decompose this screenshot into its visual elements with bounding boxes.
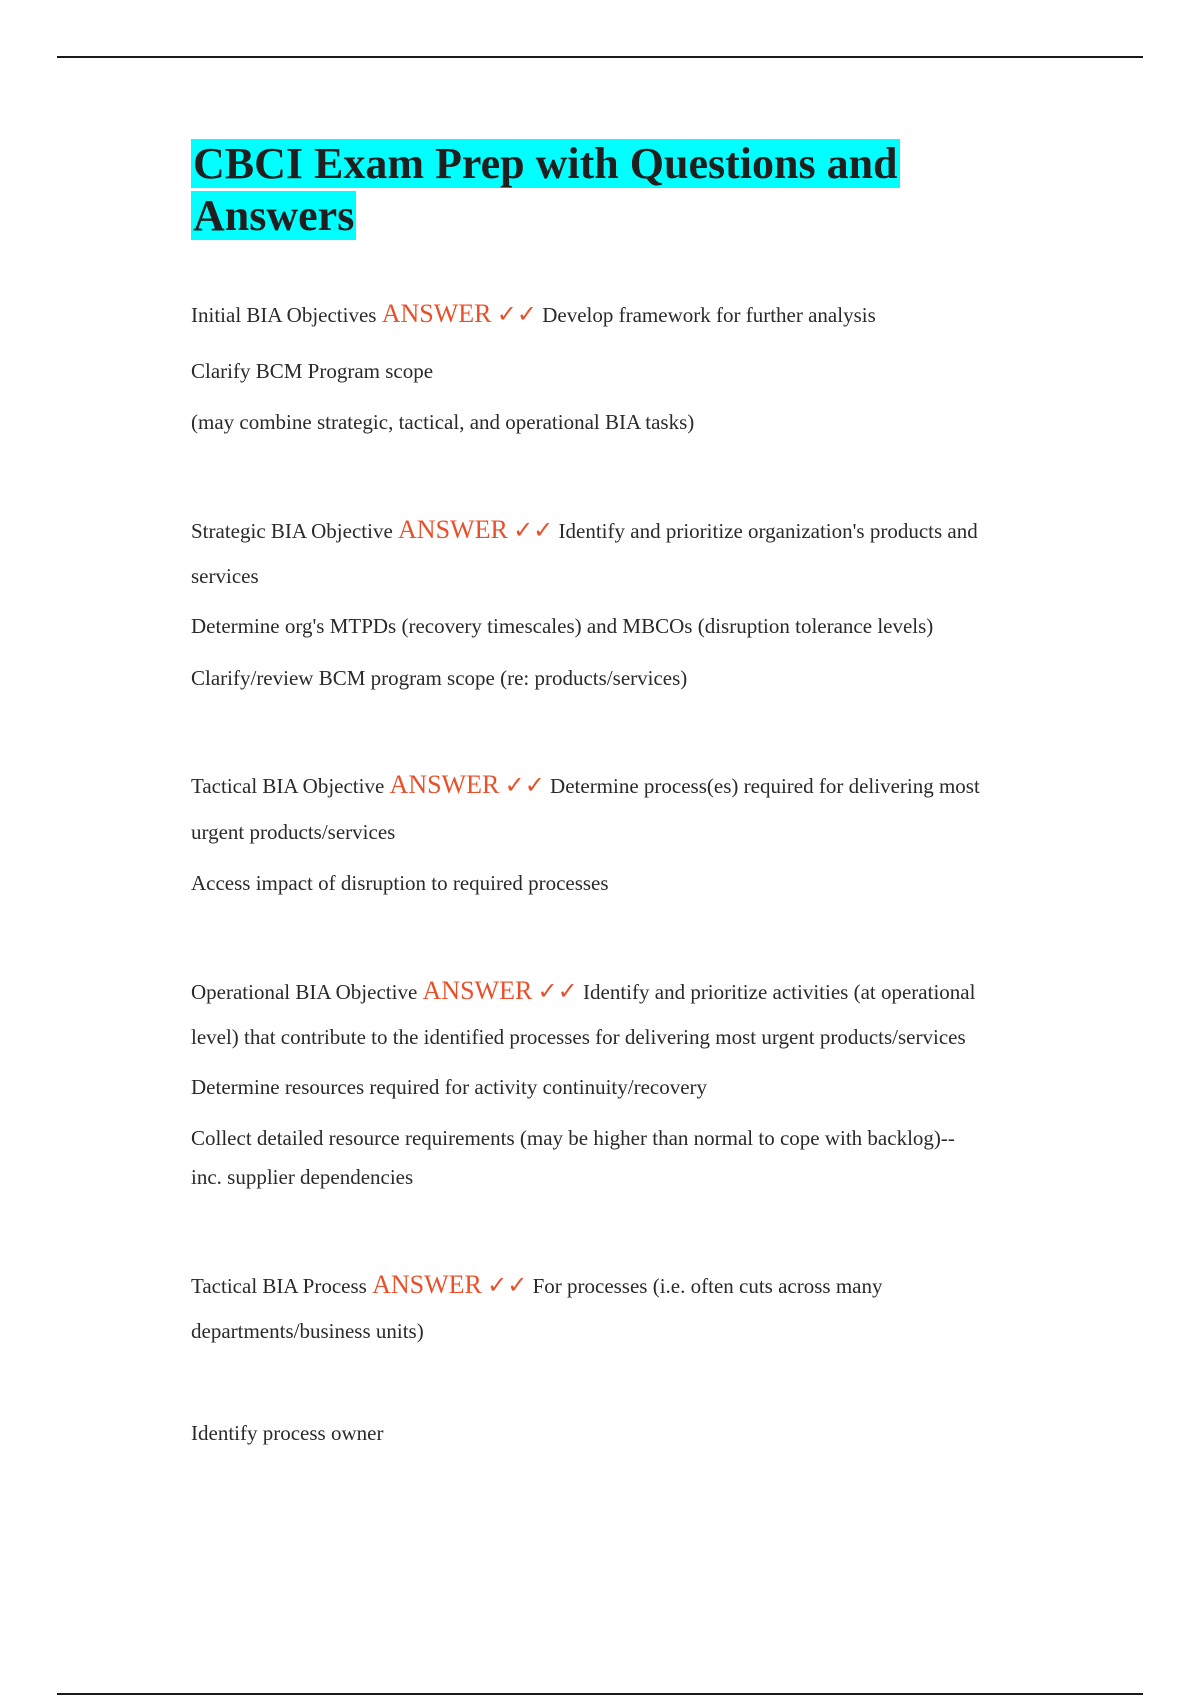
question-term: Tactical BIA Objective — [191, 774, 385, 798]
header-rule — [57, 56, 1143, 58]
answer-label: ANSWER — [372, 1270, 482, 1299]
answer-label: ANSWER — [422, 976, 533, 1005]
answer-line: Clarify/review BCM program scope (re: products/services) — [191, 666, 688, 690]
check-mark-icon: ✓✓ — [513, 518, 554, 544]
answer-line: Determine resources required for activity continuity/recovery — [191, 1075, 708, 1099]
answer-text: Determine process(es) required for delivering most — [550, 774, 980, 798]
answer-text: Identify and prioritize activities (at operational — [583, 980, 976, 1004]
footer-rule — [57, 1693, 1143, 1695]
qa-question-line — [191, 771, 1051, 800]
question-term: Tactical BIA Process — [191, 1274, 367, 1298]
document-header — [191, 138, 1071, 242]
answer-line: departments/business units) — [191, 1319, 424, 1343]
answer-line: Determine org's MTPDs (recovery timescales) and MBCOs (disruption tolerance levels) — [191, 614, 934, 638]
question-term: Initial BIA Objectives — [191, 303, 377, 327]
answer-line: Clarify BCM Program scope — [191, 359, 434, 383]
answer-line: urgent products/services — [191, 820, 396, 844]
check-mark-icon: ✓✓ — [537, 979, 578, 1005]
title-line-1: CBCI Exam Prep with Questions and — [193, 139, 898, 188]
answer-line: services — [191, 564, 259, 588]
question-term: Strategic BIA Objective — [191, 519, 393, 543]
answer-text: Identify and prioritize organization's products and — [558, 519, 978, 543]
document-title — [191, 138, 1071, 242]
answer-label: ANSWER — [389, 770, 500, 799]
answer-line: level) that contribute to the identified processes for delivering most urgent products/services — [191, 1025, 966, 1049]
qa-question-line — [191, 516, 1051, 545]
answer-line: Identify process owner — [191, 1421, 384, 1445]
answer-line: inc. supplier dependencies — [191, 1165, 414, 1189]
check-mark-icon: ✓✓ — [487, 1273, 528, 1299]
answer-text: For processes (i.e. often cuts across many — [532, 1274, 883, 1298]
answer-label: ANSWER — [398, 515, 508, 544]
title-line-2: Answers — [193, 191, 355, 240]
check-mark-icon: ✓✓ — [504, 773, 545, 799]
answer-line: Collect detailed resource requirements (may be higher than normal to cope with backlog)-- — [191, 1126, 955, 1150]
qa-question-line — [191, 977, 1051, 1006]
qa-question-line — [191, 1271, 1051, 1300]
check-mark-icon: ✓✓ — [496, 302, 537, 328]
question-term: Operational BIA Objective — [191, 980, 418, 1004]
answer-line: (may combine strategic, tactical, and operational BIA tasks) — [191, 410, 695, 434]
answer-label: ANSWER — [381, 299, 492, 328]
qa-question-line — [191, 300, 1051, 329]
answer-text: Develop framework for further analysis — [542, 303, 876, 327]
answer-line: Access impact of disruption to required processes — [191, 871, 609, 895]
